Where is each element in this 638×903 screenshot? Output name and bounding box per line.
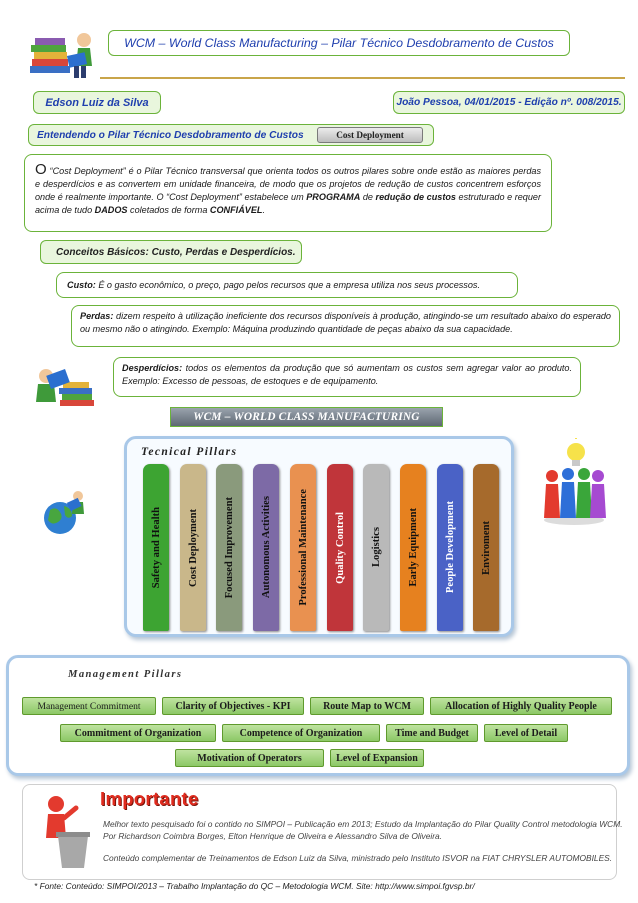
desperdicios-text: todos os elementos da produção que só aumentam os custos sem agregar valor ao produto. Exemplo: Excesso de pessoas, de estoques e de equipamento.	[122, 363, 572, 386]
source-footnote: * Fonte: Conteúdo: SIMPOI/2013 – Trabalho Implantação do QC – Metodologia WCM. Site: http://www.simpoi.fgvsp.br/	[34, 881, 475, 891]
header-divider	[100, 77, 625, 79]
perdas-box	[71, 305, 620, 347]
team-idea-icon	[538, 438, 610, 526]
pillar-label: Quality Control	[334, 511, 346, 584]
pillar-label: Logistics	[370, 527, 382, 568]
mgmt-competence-of-organization: Competence of Organization	[222, 724, 380, 742]
concepts-heading: Conceitos Básicos: Custo, Perdas e Desperdícios.	[56, 246, 296, 258]
mgmt-management-commitment: Management Commitment	[22, 697, 156, 715]
intro-text-3: estruturado e requer acima de tudo	[35, 192, 541, 215]
wcm-banner	[170, 407, 443, 427]
author-name: Edson Luiz da Silva	[45, 96, 149, 109]
intro-text-4: coletados de forma	[130, 205, 208, 215]
pillar-label: Autonomous Activities	[260, 496, 272, 599]
edition-box	[393, 91, 625, 114]
pillar-label: Professional Maintenance	[297, 489, 309, 606]
intro-dados: DADOS	[94, 205, 128, 215]
intro-paragraph	[24, 154, 552, 232]
pillar-autonomous-activities	[253, 464, 279, 631]
intro-reducao: redução de custos	[375, 192, 456, 202]
mgmt-route-map: Route Map to WCM	[310, 697, 424, 715]
important-line-1: Melhor texto pesquisado foi o contido no SIMPOI – Publicação em 2013; Estudo da Implantação do Pilar Quality Control metodologia WCM.	[103, 819, 623, 829]
custo-label: Custo:	[67, 279, 96, 290]
desperdicios-label: Desperdícios:	[122, 363, 183, 373]
mgmt-level-of-expansion: Level of Expansion	[330, 749, 424, 767]
pillar-label: Early Equipment	[407, 508, 419, 587]
pillar-logistics	[363, 464, 389, 631]
mgmt-motivation-of-operators: Motivation of Operators	[175, 749, 324, 767]
important-line-2: Por Richardson Coimbra Borges, Elton Henrique de Oliveira e Alessandro Silva de Oliveira.	[103, 831, 443, 841]
edition-text: João Pessoa, 04/01/2015 - Edição nº. 008/2015.	[396, 97, 622, 108]
pillar-label: Focused Improvement	[223, 496, 235, 599]
intro-text-2: de	[362, 192, 373, 202]
desperdicios-box	[113, 357, 581, 397]
perdas-text: dizem respeito à utilização ineficiente dos recursos disponíveis à produção, atingindo-se um resultado abaixo do esperado ou mesmo não o atingindo. Exemplo: Máquina produzindo quantidade de peças abaixo da sua capacidade.	[80, 311, 611, 334]
wcm-banner-text: WCM – WORLD CLASS MANUFACTURING	[193, 411, 420, 423]
speaker-podium-icon	[36, 792, 94, 872]
management-pillars-title: Management Pillars	[68, 669, 183, 680]
technical-pillars-title: Tecnical Pillars	[141, 446, 238, 458]
author-box	[33, 91, 161, 114]
pillar-label: Enviroment	[480, 520, 492, 575]
pillar-cost-deployment	[180, 464, 206, 631]
globe-icon	[38, 488, 92, 538]
intro-programa: PROGRAMA	[306, 192, 361, 202]
custo-text: É o gasto econômico, o preço, pago pelos recursos que a empresa utiliza nos seus processos.	[98, 279, 480, 290]
mgmt-level-of-detail: Level of Detail	[484, 724, 568, 742]
topic-tag: Cost Deployment	[317, 127, 423, 143]
student-books-icon	[28, 20, 100, 82]
pillar-label: People Development	[444, 501, 456, 594]
pillar-focused-improvement	[216, 464, 242, 631]
pillar-quality-control	[327, 464, 353, 631]
pillar-professional-maintenance	[290, 464, 316, 631]
document-title-box	[108, 30, 570, 56]
intro-initial: O	[35, 161, 47, 178]
important-title: Importante	[100, 788, 199, 809]
concepts-heading-box	[40, 240, 302, 264]
important-line-3: Conteúdo complementar de Treinamentos de Edson Luiz da Silva, ministrado pelo Instituto ISVOR na FIAT CHRYSLER AUTOMOBILES.	[103, 853, 613, 863]
mgmt-allocation-of-people: Allocation of Highly Quality People	[430, 697, 612, 715]
document-title: WCM – World Class Manufacturing – Pilar Técnico Desdobramento de Custos	[124, 36, 554, 50]
pillar-people-development	[437, 464, 463, 631]
intro-confiavel: CONFIÁVEL	[209, 205, 263, 215]
perdas-label: Perdas:	[80, 311, 114, 321]
topic-box	[28, 124, 434, 146]
intro-end: .	[262, 205, 265, 215]
pillar-label: Cost Deployment	[187, 508, 199, 587]
mgmt-commitment-of-organization: Commitment of Organization	[60, 724, 216, 742]
topic-text: Entendendo o Pilar Técnico Desdobramento de Custos	[37, 129, 304, 141]
pillar-safety-and-health	[143, 464, 169, 631]
mgmt-time-and-budget: Time and Budget	[386, 724, 478, 742]
pillar-label: Safety and Health	[150, 506, 162, 589]
reading-student-icon	[32, 362, 98, 414]
pillar-early-equipment	[400, 464, 426, 631]
custo-box	[56, 272, 518, 298]
mgmt-clarity-of-objectives: Clarity of Objectives - KPI	[162, 697, 304, 715]
pillar-enviroment	[473, 464, 499, 631]
intro-text-1: “Cost Deployment” é o Pilar Técnico transversal que orienta todos os outros pilares sobre onde estão as maiores perdas e desperdícios e as convertem em unidade financeira, de modo que os projetos de redução de custos concentrem esforços onde é realmente importante. O “Cost Deployment” estabelece um	[35, 166, 541, 202]
